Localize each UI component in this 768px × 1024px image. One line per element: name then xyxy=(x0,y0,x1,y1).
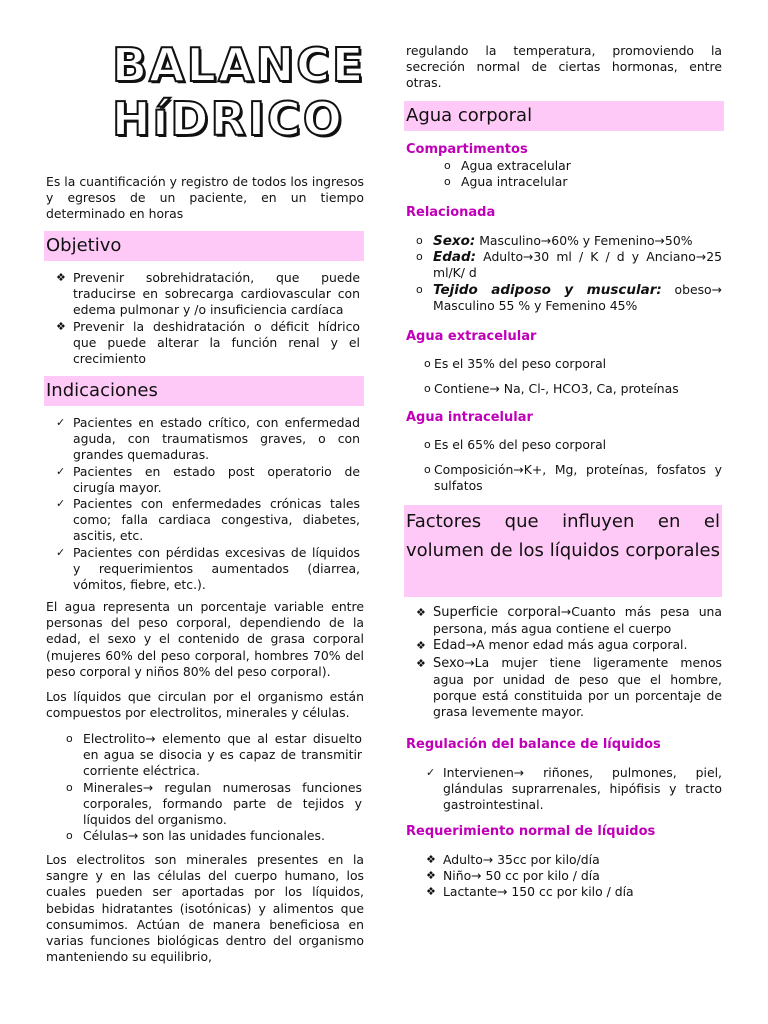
agua-paragraph: El agua representa un porcentaje variable entre personas del peso corporal, dependiendo de la edad, el sexo y el contenido de grasa corporal (mujeres 60% del peso corporal, hombres 70% del peso corporal y niños 80% del peso corporal). xyxy=(46,599,364,679)
diamond-bullet-icon: ❖ xyxy=(426,869,436,883)
check-bullet-icon: ✓ xyxy=(56,464,66,478)
list-item: o Contiene→ Na, Cl-, HCO3, Ca, proteínas xyxy=(424,381,679,397)
indicaciones-heading: Indicaciones xyxy=(44,376,364,406)
regulacion-label: Regulación del balance de líquidos xyxy=(406,737,661,752)
list-item: ❖ Lactante→ 150 cc por kilo / día xyxy=(426,884,634,900)
circle-bullet-icon: o xyxy=(424,357,431,370)
diamond-bullet-icon: ❖ xyxy=(56,319,66,333)
continuation-paragraph: regulando la temperatura, promoviendo la secreción normal de ciertas hormonas, entre otras. xyxy=(406,43,722,91)
intracelular-label: Agua intracelular xyxy=(406,410,533,425)
check-bullet-icon: ✓ xyxy=(426,766,436,779)
diamond-bullet-icon: ❖ xyxy=(426,853,436,866)
list-item: ✓ Pacientes en estado crítico, con enfermedad aguda, con traumatismos graves, o con grandes quemaduras. xyxy=(56,415,360,463)
circle-bullet-icon: o xyxy=(416,282,423,296)
list-item: ✓ Pacientes con pérdidas excesivas de líquidos y requerimientos aumentados (diarrea, vómitos, fiebre, etc.). xyxy=(56,544,360,593)
extracelular-label: Agua extracelular xyxy=(406,329,537,344)
liquidos-paragraph: Los líquidos que circulan por el organismo están compuestos por electrolitos, minerales y células. xyxy=(46,689,364,721)
list-item: ❖ Niño→ 50 cc por kilo / día xyxy=(426,868,600,884)
page-title xyxy=(112,38,366,146)
list-item: o Composición→K+, Mg, proteínas, fosfatos y sulfatos xyxy=(424,462,722,494)
list-item: o Electrolito→ elemento que al estar disuelto en agua se disocia y es capaz de transmitir corriente eléctrica. xyxy=(66,731,362,779)
list-item: o Es el 35% del peso corporal xyxy=(424,356,607,371)
list-item: ❖ Sexo→La mujer tiene ligeramente menos agua por unidad de peso que el hombre, porque está constituida por un porcentaje de grasa levemente mayor. xyxy=(416,654,722,720)
check-bullet-icon: ✓ xyxy=(56,545,66,559)
electrolitos-paragraph: Los electrolitos son minerales presentes en la sangre y en las células del cuerpo humano, los cuales pueden ser aportadas por los líquidos, bebidas hidratantes (isotónicas) y alimentos que consumimos. Actúan de manera beneficiosa en varias funciones biológicas dentro del organismo manteniendo su equilibrio, xyxy=(46,852,364,965)
intro-paragraph: Es la cuantificación y registro de todos los ingresos y egresos de un paciente, en un tiempo determinado en horas xyxy=(46,174,364,222)
list-item: o Agua extracelular xyxy=(444,158,571,173)
agua-corporal-heading: Agua corporal xyxy=(404,101,724,131)
indicaciones-list xyxy=(56,415,360,593)
circle-bullet-icon: o xyxy=(424,463,431,477)
extracelular-list xyxy=(424,356,722,397)
intracelular-list xyxy=(424,437,722,495)
regulacion-list xyxy=(426,765,722,814)
compartimentos-label: Compartimentos xyxy=(406,142,528,157)
title-line-1: BALANCE xyxy=(112,38,366,92)
objetivo-heading: Objetivo xyxy=(44,231,364,261)
circle-bullet-icon: o xyxy=(416,234,423,247)
list-item: ❖ Edad→A menor edad más agua corporal. xyxy=(416,637,688,654)
list-item: ❖ Prevenir sobrehidratación, que puede traducirse en sobrecarga cardiovascular con edema pulmonar y /o insuficiencia cardíaca xyxy=(56,270,360,318)
factores-list xyxy=(416,604,722,720)
circle-bullet-icon: o xyxy=(444,175,451,189)
factores-heading: Factores que influyen en el volumen de los líquidos corporales xyxy=(404,505,722,597)
diamond-bullet-icon: ❖ xyxy=(416,639,426,653)
list-item: ❖ Adulto→ 35cc por kilo/día xyxy=(426,852,600,867)
list-item: ❖ Prevenir la deshidratación o déficit hídrico que puede alterar la función renal y el crecimiento xyxy=(56,318,360,367)
list-item: o Tejido adiposo y muscular: obeso→ Masculino 55 % y Femenino 45% xyxy=(416,281,722,313)
relacionada-list xyxy=(416,233,722,314)
list-item: o Sexo: Masculino→60% y Femenino→50% xyxy=(416,233,693,249)
list-item: ✓ Pacientes en estado post operatorio de cirugía mayor. xyxy=(56,463,360,495)
list-item: o Edad: Adulto→30 ml / K / d y Anciano→25 ml/K/ d xyxy=(416,249,722,281)
componentes-list xyxy=(66,731,362,844)
circle-bullet-icon: o xyxy=(424,438,431,451)
diamond-bullet-icon: ❖ xyxy=(56,271,66,284)
diamond-bullet-icon: ❖ xyxy=(416,606,426,619)
diamond-bullet-icon: ❖ xyxy=(416,656,426,670)
check-bullet-icon: ✓ xyxy=(56,497,66,511)
requerimiento-label: Requerimiento normal de líquidos xyxy=(406,824,656,839)
circle-bullet-icon: o xyxy=(424,382,431,396)
circle-bullet-icon: o xyxy=(444,159,451,172)
objetivo-list xyxy=(56,270,360,367)
list-item: ✓ Intervienen→ riñones, pulmones, piel, glándulas suprarrenales, hipófisis y tracto gastrointestinal. xyxy=(426,765,722,813)
requerimiento-list xyxy=(426,852,722,901)
list-item: o Es el 65% del peso corporal xyxy=(424,437,607,452)
title-line-2: HíDRICO xyxy=(112,92,344,146)
list-item: o Células→ son las unidades funcionales. xyxy=(66,828,325,844)
diamond-bullet-icon: ❖ xyxy=(426,885,436,899)
list-item: o Agua intracelular xyxy=(444,174,568,190)
circle-bullet-icon: o xyxy=(416,250,423,264)
list-item: ❖ Superficie corporal→Cuanto más pesa una persona, más agua contiene el cuerpo xyxy=(416,604,722,637)
check-bullet-icon: ✓ xyxy=(56,416,66,429)
relacionada-label: Relacionada xyxy=(406,205,496,220)
list-item: ✓ Pacientes con enfermedades crónicas tales como; falla cardiaca congestiva, diabetes, ascitis, etc. xyxy=(56,496,360,544)
compartimentos-list xyxy=(444,158,704,190)
circle-bullet-icon: o xyxy=(66,829,73,843)
circle-bullet-icon: o xyxy=(66,732,73,745)
circle-bullet-icon: o xyxy=(66,780,73,794)
list-item: o Minerales→ regulan numerosas funciones corporales, formando parte de tejidos y líquidos del organismo. xyxy=(66,779,362,828)
